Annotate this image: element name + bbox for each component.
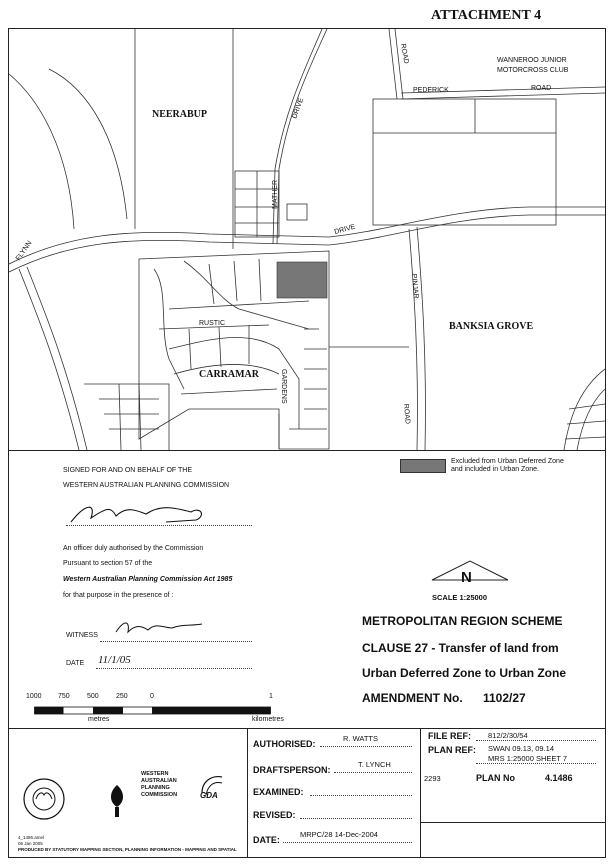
scheme-title: METROPOLITAN REGION SCHEME [362,614,563,628]
plan-no-value: 4.1486 [545,773,573,783]
officer-line-2: Pursuant to section 57 of the [63,560,153,567]
footer-line-2: 06 Jan 2005 [18,841,43,846]
footer-line-3: PRODUCED BY STATUTORY MAPPING SECTION, PLANNING INFORMATION - MAPPING AND SPATIAL [18,847,237,852]
signature-line [66,525,252,526]
plan-ref-dotline [476,763,596,764]
label-mather: MATHER [272,179,279,209]
label-road-pederick: ROAD [531,85,552,92]
signature-witness [112,618,207,638]
examined-label: EXAMINED: [253,787,304,797]
purpose-line: for that purpose in the presence of : [63,592,174,599]
plan-ref-line-2: MRS 1:25000 SHEET 7 [488,754,568,763]
attachment-heading: ATTACHMENT 4 [431,8,542,23]
label-motorcross-2: MOTORCROSS CLUB [497,67,569,74]
date-label: DATE: [253,835,280,845]
label-motorcross-1: WANNEROO JUNIOR [497,57,567,64]
kilometres-label: kilometres [252,716,284,723]
titleblock-divider-1 [247,728,248,858]
label-flynn: FLYNN [14,239,34,263]
date-value: MRPC/28 14-Dec-2004 [300,830,378,839]
clause-line-2: Urban Deferred Zone to Urban Zone [362,666,567,680]
map [9,29,605,450]
authorised-label: AUTHORISED: [253,739,316,749]
tick-1000: 1000 [26,693,42,700]
tick-500: 500 [87,693,99,700]
file-ref-value: 812/2/30/54 [488,731,528,740]
revised-label: REVISED: [253,810,296,820]
wapc-line-4: COMMISSION [141,792,178,798]
authorised-line [320,746,412,747]
amendment-label: AMENDMENT No. [362,691,463,705]
draftsperson-value: T. LYNCH [358,760,391,769]
clause-line-1: CLAUSE 27 - Transfer of land from [362,641,559,655]
label-drive-vertical: DRIVE [291,97,306,120]
tick-750: 750 [58,693,70,700]
date-line-block [283,842,412,843]
label-carramar: CARRAMAR [199,369,259,380]
titleblock-top-line [8,728,606,729]
file-ref-label: FILE REF: [428,731,471,741]
excluded-area-parcel [277,262,327,298]
date-line [96,668,252,669]
plan-ref-label: PLAN REF: [428,745,476,755]
label-rustic: RUSTIC [199,320,226,327]
label-road-top: ROAD [399,43,410,65]
witness-label: WITNESS [66,632,98,639]
wapc-line-1: WESTERN [141,771,169,777]
label-gardens: GARDENS [280,369,287,404]
wapc-logo-icon [104,783,130,819]
authorised-value: R. WATTS [343,734,378,743]
label-pederick: PEDERICK [413,87,449,94]
date-label-sign: DATE [66,660,85,667]
titleblock-plan-line [420,822,606,823]
legend-line-2: and included in Urban Zone. [451,466,539,473]
label-banksia-grove: BANKSIA GROVE [449,321,534,332]
plan-ref-line-1: SWAN 09.13, 09.14 [488,744,555,753]
draftsperson-line [334,772,412,773]
wapc-line-3: PLANNING [141,785,170,791]
signature-commission [66,498,216,528]
label-drive-horizontal: DRIVE [333,223,357,236]
footer-line-1: 4_1486.amel [18,835,45,840]
revised-line [300,818,412,819]
label-neerabup: NEERABUP [152,109,208,120]
examined-line [310,795,412,796]
legend-swatch [400,459,446,473]
map-divider [8,450,606,451]
file-ref-line [476,740,596,741]
footer-text [18,835,237,853]
tick-250: 250 [116,693,128,700]
label-pinjar: PINJAR [410,273,420,299]
tick-0: 0 [150,693,154,700]
signed-line-2: WESTERN AUSTRALIAN PLANNING COMMISSION [63,482,230,489]
titleblock-divider-2 [420,728,421,858]
witness-line [100,641,252,642]
wapc-line-2: AUSTRALIAN [141,778,177,784]
draftsperson-label: DRAFTSPERSON: [253,765,331,775]
act-name: Western Australian Planning Commission Act 1985 [63,576,233,583]
tick-1: 1 [269,693,273,700]
government-seal-icon [20,775,68,823]
amendment-no: 1102/27 [483,691,526,705]
plan-no-label: PLAN No [476,773,515,783]
wapc-text [141,771,177,799]
officer-line-1: An officer duly authorised by the Commission [63,545,204,552]
north-letter: N [461,569,472,586]
label-road-bottom: ROAD [402,403,411,425]
gda-text: GDA [200,791,218,800]
date-value-sign: 11/1/05 [98,654,131,666]
metres-label: metres [88,716,110,723]
scale-text: SCALE 1:25000 [432,593,488,602]
legend-line-1: Excluded from Urban Deferred Zone [451,458,564,465]
scale-bar [34,705,274,717]
sheet-no: 2293 [424,774,441,783]
signed-line-1: SIGNED FOR AND ON BEHALF OF THE [63,467,193,474]
